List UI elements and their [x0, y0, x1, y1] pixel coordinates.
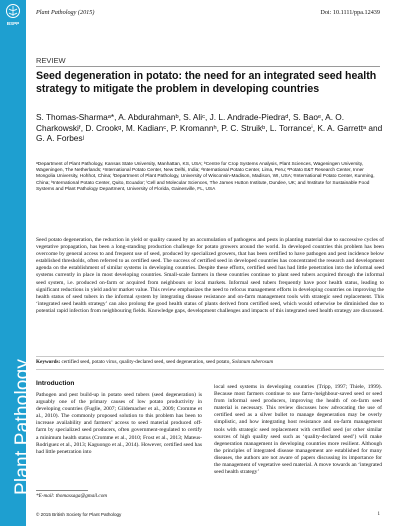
body-column-left: Pathogen and pest build-up in potato seed tubers (seed degeneration) is arguably one of the primary causes of low potato productivity in developing countries (Fuglie, 2007; Gildemacher et al., 2009; Cromme et al., 2010). The commonly proposed solution to this problem has been to increase availability and farmers’ access to seed material produced off-farm by specialized seed producers, often government-regulated to certify a minimum health status (Cromme et al., 2010; Frost et al., 2013; Mateus-Rodriguez et al., 2013; Kaguongo et al., 2014). However, certified seed has had little penetration into [36, 392, 202, 455]
footnote-divider [36, 490, 88, 491]
journal-sidebar [0, 0, 33, 526]
keywords-italic: Solanum tuberosum [231, 359, 274, 365]
bspp-logo-icon [3, 3, 23, 31]
abstract: Seed potato degeneration, the reduction in yield or quality caused by an accumulation of pathogens and pests in planting material due to successive cycles of vegetative propagation, has been a long-standing production challenge for potato growers around the world. In developed countries this problem has been overcome by general access to and frequent use of seed, produced by specialized growers, that has been certified to have pathogen and pest incidence below established thresholds, often referred to as certified seed. The success of certified seed in developed countries has concentrated the research and development agenda on the establishment of similar systems in developing countries. Despite these efforts, certified seed has had little penetration into the informal seed systems currently in place in most developing countries. Small-scale farmers in these countries continue to plant seed tubers acquired through the informal seed system, i.e. produced on-farm or acquired from neighbours or local markets. Informal seed tubers frequently have poor health status, leading to significant reductions in yield and/or market value. This review emphasizes the need to refocus management efforts in developing countries on improving the health status of seed tubers in the informal system by integrating disease resistance and on-farm management tools with strategic seed replacement. This ‘integrated seed health strategy’ can also prolong the good health status of plants derived from certified seed, which would otherwise be diminished due to potential rapid infection from neighbouring fields. Knowledge gaps, development challenges and impacts of this integrated seed health strategy are discussed. [36, 237, 384, 314]
divider [36, 66, 380, 67]
header-doi: Doi: 10.1111/ppa.12439 [320, 9, 380, 16]
page-number: 1 [377, 512, 380, 517]
article-title: Seed degeneration in potato: the need for an integrated seed health strategy to mitigate the problem in developing countries [36, 70, 377, 95]
copyright: © 2015 British Society for Plant Pathology [36, 512, 122, 517]
keywords [36, 359, 384, 366]
keywords-label: Keywords: [36, 359, 61, 365]
divider [36, 356, 384, 357]
bspp-logo-text: BSPP [6, 21, 20, 26]
divider [36, 369, 384, 370]
section-heading-introduction: Introduction [36, 380, 75, 387]
keywords-list: certified seed, potato virus, quality-declared seed, seed degeneration, seed potato, [61, 359, 231, 365]
author-list: S. Thomas-Sharmaᵃ*, A. Abdurahmanᵇ, S. Aliᶜ, J. L. Andrade-Piedraᵈ, S. Baoᵉ, A. O. Charkowskiᶠ, D. Crookᵍ, M. Kadianᶜ, P. Kromannʰ, P. C. Struikᵇ, L. Torranceⁱ, K. A. Garrettᵃ and G. A. Forbesʲ [36, 112, 383, 144]
corresponding-email: *E-mail: thomassaga@gmail.com [36, 493, 108, 499]
header-journal: Plant Pathology (2015) [36, 9, 95, 16]
article-type: REVIEW [36, 56, 66, 65]
body-column-right: local seed systems in developing countries (Tripp, 1997; Thiele, 1999). Because most farmers continue to use farm-/neighbour-saved seed or seed from informal seed producers, improving the health of on-farm seed material is necessary. This review discusses how advocating the use of certified seed as a silver bullet to manage degeneration may be overly simplistic, and how integrating host resistance and on-farm management tools with strategic seed replacement with certified seed (or other similar sources of high quality seed such as ‘quality-declared seed’) will make degeneration management in developing countries more resilient. Although the principles of integrated disease management are established for many diseases, the authors are not aware of papers discussing its importance for the management of vegetative seed material. A move towards an ‘integrated seed health strategy’ [214, 384, 382, 476]
sidebar-journal-name: Plant Pathology [12, 358, 33, 495]
affiliations: ᵃDepartment of Plant Pathology, Kansas State University, Manhattan, KS, USA; ᵇCentre for Crop Systems Analysis, Plant Sciences, Wageningen University, Wageningen, The Netherlands; ᶜInternational Potato Center, New Delhi, India; ᵈInternational Potato Center, Lima, Peru; ᵉPotato E&T Research Center, Inner Mongolia University, Hohhot, China; ᶠDepartment of Plant Pathology, University of Wisconsin-Madison, Madison, WI, USA; ᵍInternational Potato Center, Kunming, China; ʰInternational Potato Center, Quito, Ecuador; ⁱCell and Molecular Sciences, The James Hutton Institute, Dundee, UK; and ʲInstitute for Sustainable Food Systems and Plant Pathology Department, University of Florida, Gainesville, FL, USA [36, 162, 375, 192]
